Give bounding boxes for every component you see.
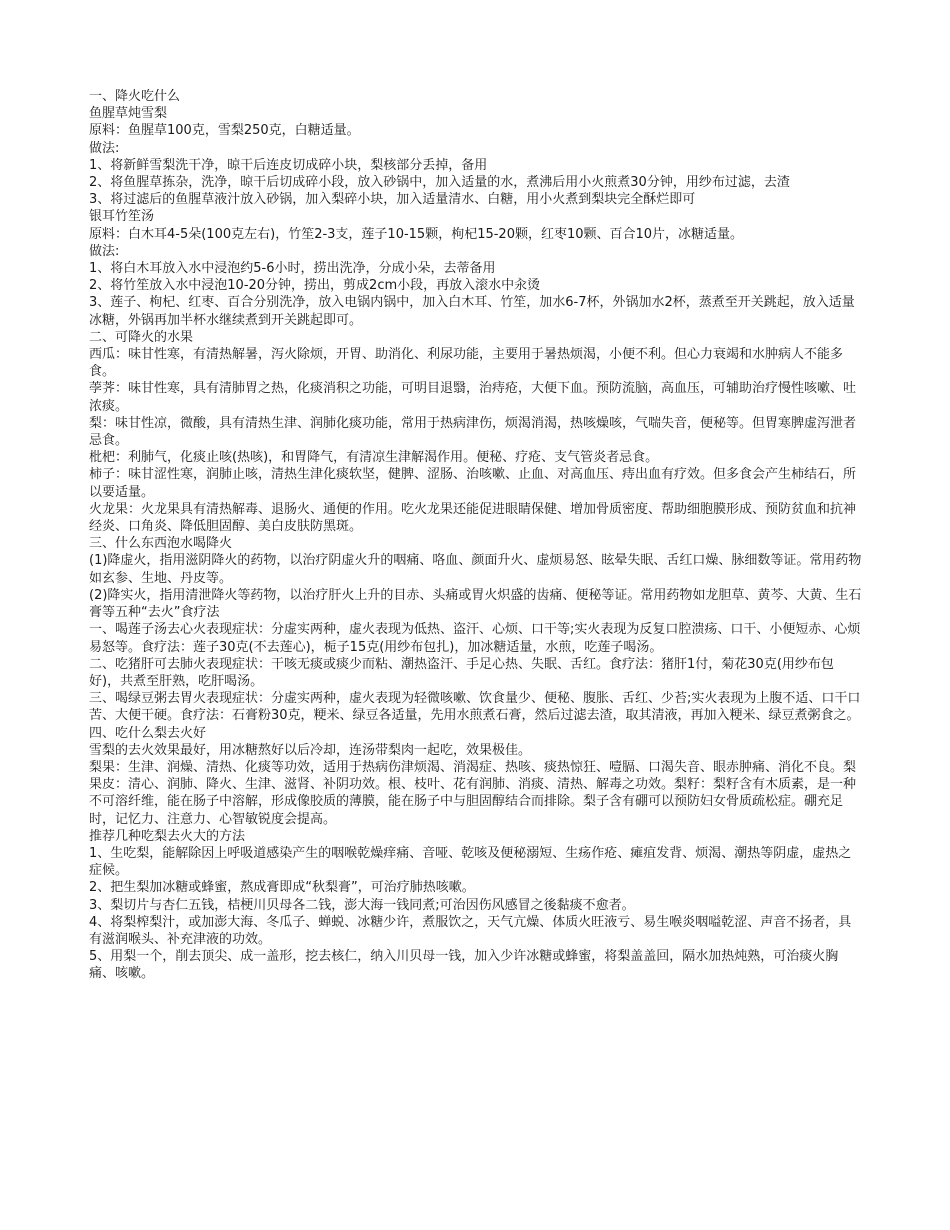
paragraph: 做法: [89, 243, 120, 259]
paragraph: 做法: [89, 140, 120, 156]
paragraph: 3、梨切片与杏仁五钱，桔梗川贝母各二钱，澎大海一钱同煮;可治因伤风感冒之後黏痰不愈者。 [89, 897, 635, 913]
paragraph: 二、吃猪肝可去肺火表现症状：干咳无痰或痰少而粘、潮热盗汗、手足心热、失眠、舌红。食疗法：猪肝1付，菊花30克(用纱布包好)，共煮至肝熟，吃肝喝汤。 [89, 656, 834, 689]
paragraph: 荸荠：味甘性寒，具有清肺胃之热，化痰消积之功能，可明目退翳，治痔疮，大便下血。预防流脑，高血压，可辅助治疗慢性咳嗽、吐浓痰。 [89, 381, 857, 414]
paragraph: 三、喝绿豆粥去胃火表现症状：分虚实两种，虚火表现为轻微咳嗽、饮食量少、便秘、腹胀、舌红、少苔;实火表现为上腹不适、口干口苦、大便干硬。食疗法：石膏粉30克，粳米、绿豆各适量，先用水煎煮石膏，然后过滤去渣，取其清液，再加入粳米、绿豆煮粥食之。 [89, 691, 861, 724]
paragraph: 雪梨的去火效果最好，用冰糖熬好以后冷却，连汤带梨肉一起吃，效果极佳。 [89, 742, 532, 758]
paragraph: 枇杷：利肺气，化痰止咳(热咳)，和胃降气，有清凉生津解渴作用。便秘、疗疮、支气管炎者忌食。 [89, 450, 659, 466]
section-heading: 一、降火吃什么 [89, 89, 181, 104]
paragraph: 一、喝莲子汤去心火表现症状：分虚实两种，虚火表现为低热、盗汗、心烦、口干等;实火表现为反复口腔溃疡、口干、小便短赤、心烦易怒等。食疗法：莲子30克(不去莲心)，栀子15克(用纱布包扎)，加冰糖适量，水煎，吃莲子喝汤。 [89, 622, 861, 655]
paragraph: 1、将白木耳放入水中浸泡约5-6小时，捞出洗净，分成小朵，去蒂备用 [89, 261, 496, 277]
recipe-title: 银耳竹笙汤 [89, 209, 155, 225]
paragraph: 原料：白木耳4-5朵(100克左右)，竹笙2-3支，莲子10-15颗，枸杞15-20颗，红枣10颗、百合10片，冰糖适量。 [89, 226, 744, 242]
section-heading: 四、吃什么梨去火好 [89, 725, 207, 741]
paragraph: 火龙果：火龙果具有清热解毒、退肠火、通便的作用。吃火龙果还能促进眼睛保健、增加骨质密度、帮助细胞膜形成、预防贫血和抗神经炎、口角炎、降低胆固醇、美白皮肤防黑斑。 [89, 501, 857, 535]
paragraph: 4、将梨榨梨汁，或加澎大海、冬瓜子、蝉蜕、冰糖少许，煮服饮之，天气亢燥、体质火旺液亏、易生喉炎咽嗌乾涩、声音不扬者，具有滋润喉头、补充津液的功效。 [89, 914, 852, 947]
recipe-title: 鱼腥草炖雪梨 [89, 106, 168, 122]
paragraph: 2、把生梨加冰糖或蜂蜜，熬成膏即成“秋梨膏”，可治疗肺热咳嗽。 [89, 880, 475, 896]
section-heading: 二、可降火的水果 [89, 329, 194, 345]
paragraph: 1、生吃梨，能解除因上呼吸道感染产生的咽喉乾燥痒痛、音哑、乾咳及便秘溺短、生疡作疮、瘫疽发背、烦渴、潮热等阴虚，虚热之症候。 [89, 845, 852, 879]
paragraph: 2、将鱼腥草拣杂，洗净，晾干后切成碎小段，放入砂锅中，加入适量的水，煮沸后用小火煎煮30分钟，用纱布过滤，去渣 [89, 175, 790, 191]
paragraph: (2)降实火，指用清泄降火等药物，以治疗肝火上升的目赤、头痛或胃火炽盛的齿痛、便秘等证。常用药物如龙胆草、黄芩、大黄、生石膏等五种“去火”食疗法 [89, 587, 862, 621]
paragraph: 5、用梨一个，削去顶尖、成一盖形，挖去核仁，纳入川贝母一钱，加入少许冰糖或蜂蜜，将梨盖盖回，隔水加热炖熟，可治痰火胸痛、咳嗽。 [89, 949, 839, 982]
paragraph: 1、将新鲜雪梨洗干净，晾干后连皮切成碎小块，梨核部分丢掉，备用 [89, 157, 488, 173]
subheading: 推荐几种吃梨去火大的方法 [89, 828, 246, 844]
paragraph: 原料：鱼腥草100克，雪梨250克，白糖适量。 [89, 123, 360, 139]
paragraph: 梨果：生津、润燥、清热、化痰等功效，适用于热病伤津烦渴、消渴症、热咳、痰热惊狂、噎膈、口渴失音、眼赤肿痛、消化不良。梨果皮：清心、润肺、降火、生津、滋肾、补阴功效。根、枝叶、花有润肺、消痰、清热、解毒之功效。梨籽：梨籽含有木质素，是一种不可溶纤维，能在肠子中溶解，形成像胶质的薄膜，能在肠子中与胆固醇结合而排除。梨子含有硼可以预防妇女骨质疏松症。硼充足时，记忆力、注意力、心智敏锐度会提高。 [89, 759, 857, 827]
paragraph: 梨：味甘性凉，微酸，具有清热生津、润肺化痰功能，常用于热病津伤，烦渴消渴，热咳燥咳，气喘失音，便秘等。但胃寒脾虚泻泄者忌食。 [89, 415, 857, 449]
paragraph: 3、将过滤后的鱼腥草液汁放入砂锅，加入梨碎小块，加入适量清水、白糖，用小火煮到梨块完全酥烂即可 [89, 192, 696, 208]
section-heading: 三、什么东西泡水喝降火 [89, 536, 233, 552]
document-body [89, 88, 864, 983]
paragraph: 3、莲子、枸杞、红枣、百合分别洗净，放入电锅内锅中，加入白木耳、竹笙，加水6-7杯，外锅加水2杯，蒸煮至开关跳起，放入适量冰糖，外锅再加半杯水继续煮到开关跳起即可。 [89, 295, 855, 328]
paragraph: 西瓜：味甘性寒，有清热解暑，泻火除烦，开胃、助消化、利尿功能，主要用于暑热烦渴，小便不利。但心力衰竭和水肿病人不能多食。 [89, 347, 844, 380]
paragraph: 2、将竹笙放入水中浸泡10-20分钟，捞出，剪成2cm小段，再放入滚水中汆烫 [89, 278, 541, 294]
paragraph: (1)降虚火，指用滋阴降火的药物，以治疗阴虚火升的咽痛、咯血、颜面升火、虚烦易怒、眩晕失眠、舌红口燥、脉细数等证。常用药物如玄参、生地、丹皮等。 [89, 553, 862, 586]
paragraph: 柿子：味甘涩性寒，润肺止咳，清热生津化痰软坚，健脾、涩肠、治咳嗽、止血、对高血压、痔出血有疗效。但多食会产生柿结石，所以要适量。 [89, 467, 857, 500]
